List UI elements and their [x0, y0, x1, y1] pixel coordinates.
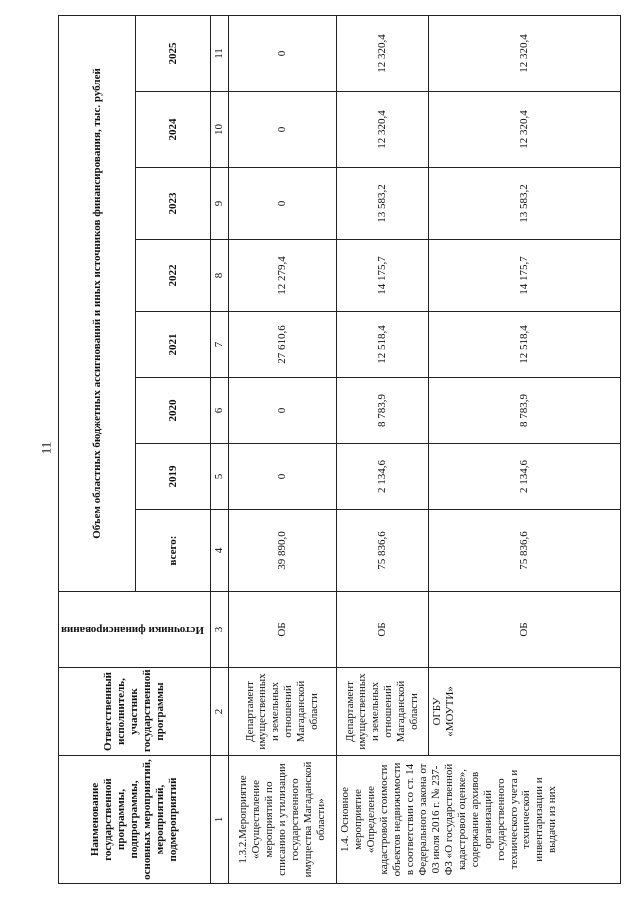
funding-source: ОБ — [336, 592, 428, 668]
header-year: 2025 — [136, 15, 211, 91]
column-number: 1 — [210, 756, 228, 884]
column-number: 7 — [210, 312, 228, 378]
column-number: 4 — [210, 510, 228, 592]
year-value: 12 518,4 — [428, 312, 620, 378]
total-value: 75 836,6 — [336, 510, 428, 592]
column-number: 9 — [210, 168, 228, 240]
header-executor: Ответственный исполнитель, участник государственной программы — [59, 668, 211, 756]
year-value: 0 — [228, 15, 336, 91]
header-year: 2019 — [136, 444, 211, 510]
page-number: 11 — [38, 441, 54, 455]
header-funding-group: Объем областных бюджетных ассигнований и иных источников финансирования, тыс. рублей — [59, 15, 136, 591]
year-value: 2 134,6 — [428, 444, 620, 510]
year-value: 0 — [228, 92, 336, 168]
year-value: 0 — [228, 378, 336, 444]
table-row — [336, 15, 428, 883]
header-year: 2023 — [136, 168, 211, 240]
column-number: 3 — [210, 592, 228, 668]
header-year: 2021 — [136, 312, 211, 378]
rotated-table-container — [58, 16, 588, 884]
executor: Департамент имущественных и земельных отношений Магаданской области — [228, 668, 336, 756]
total-value: 75 836,6 — [428, 510, 620, 592]
funding-source: ОБ — [428, 592, 620, 668]
year-value: 14 175,7 — [336, 240, 428, 312]
funding-source: ОБ — [228, 592, 336, 668]
header-source-label: Источники финансирования — [61, 623, 204, 636]
year-value: 8 783,9 — [336, 378, 428, 444]
header-year: 2020 — [136, 378, 211, 444]
financing-table — [58, 15, 621, 884]
column-number: 6 — [210, 378, 228, 444]
year-value: 14 175,7 — [428, 240, 620, 312]
header-total: всего: — [136, 510, 211, 592]
column-number: 2 — [210, 668, 228, 756]
year-value: 13 583,2 — [336, 168, 428, 240]
program-name: 1.3.2.Мероприятие «Осуществление мероприятий по списанию и утилизации государственного имущества Магаданской области» — [228, 756, 336, 884]
column-number: 10 — [210, 92, 228, 168]
header-source — [59, 592, 211, 668]
executor: ОГБУ «МОУТИ» — [428, 668, 620, 756]
year-value: 8 783,9 — [428, 378, 620, 444]
column-number: 11 — [210, 15, 228, 91]
year-value: 12 320,4 — [428, 92, 620, 168]
program-name: 1.4. Основное мероприятие «Определение кадастровой стоимости объектов недвижимости в соответствии со ст. 14 Федерального закона от 03 июля 2016 г. № 237-ФЗ «О государственной кадастровой оценке», содержание архивов организаций государственного технического учета и технической инвентаризации и выдачи из них — [336, 756, 620, 884]
year-value: 13 583,2 — [428, 168, 620, 240]
table-row — [228, 15, 336, 883]
year-value: 0 — [228, 168, 336, 240]
year-value: 12 279,4 — [228, 240, 336, 312]
year-value: 2 134,6 — [336, 444, 428, 510]
year-value: 12 320,4 — [336, 15, 428, 91]
year-value: 12 518,4 — [336, 312, 428, 378]
column-number: 5 — [210, 444, 228, 510]
header-name: Наименование государственной программы, подпрограммы, основных мероприятий, мероприятий, подмероприятий — [59, 756, 211, 884]
year-value: 27 610,6 — [228, 312, 336, 378]
year-value: 12 320,4 — [336, 92, 428, 168]
executor: Департамент имущественных и земельных отношений Магаданской области — [336, 668, 428, 756]
column-number: 8 — [210, 240, 228, 312]
year-value: 0 — [228, 444, 336, 510]
table-row — [428, 15, 620, 883]
column-number-row — [210, 15, 228, 883]
header-year: 2024 — [136, 92, 211, 168]
year-value: 12 320,4 — [428, 15, 620, 91]
total-value: 39 890,0 — [228, 510, 336, 592]
header-year: 2022 — [136, 240, 211, 312]
